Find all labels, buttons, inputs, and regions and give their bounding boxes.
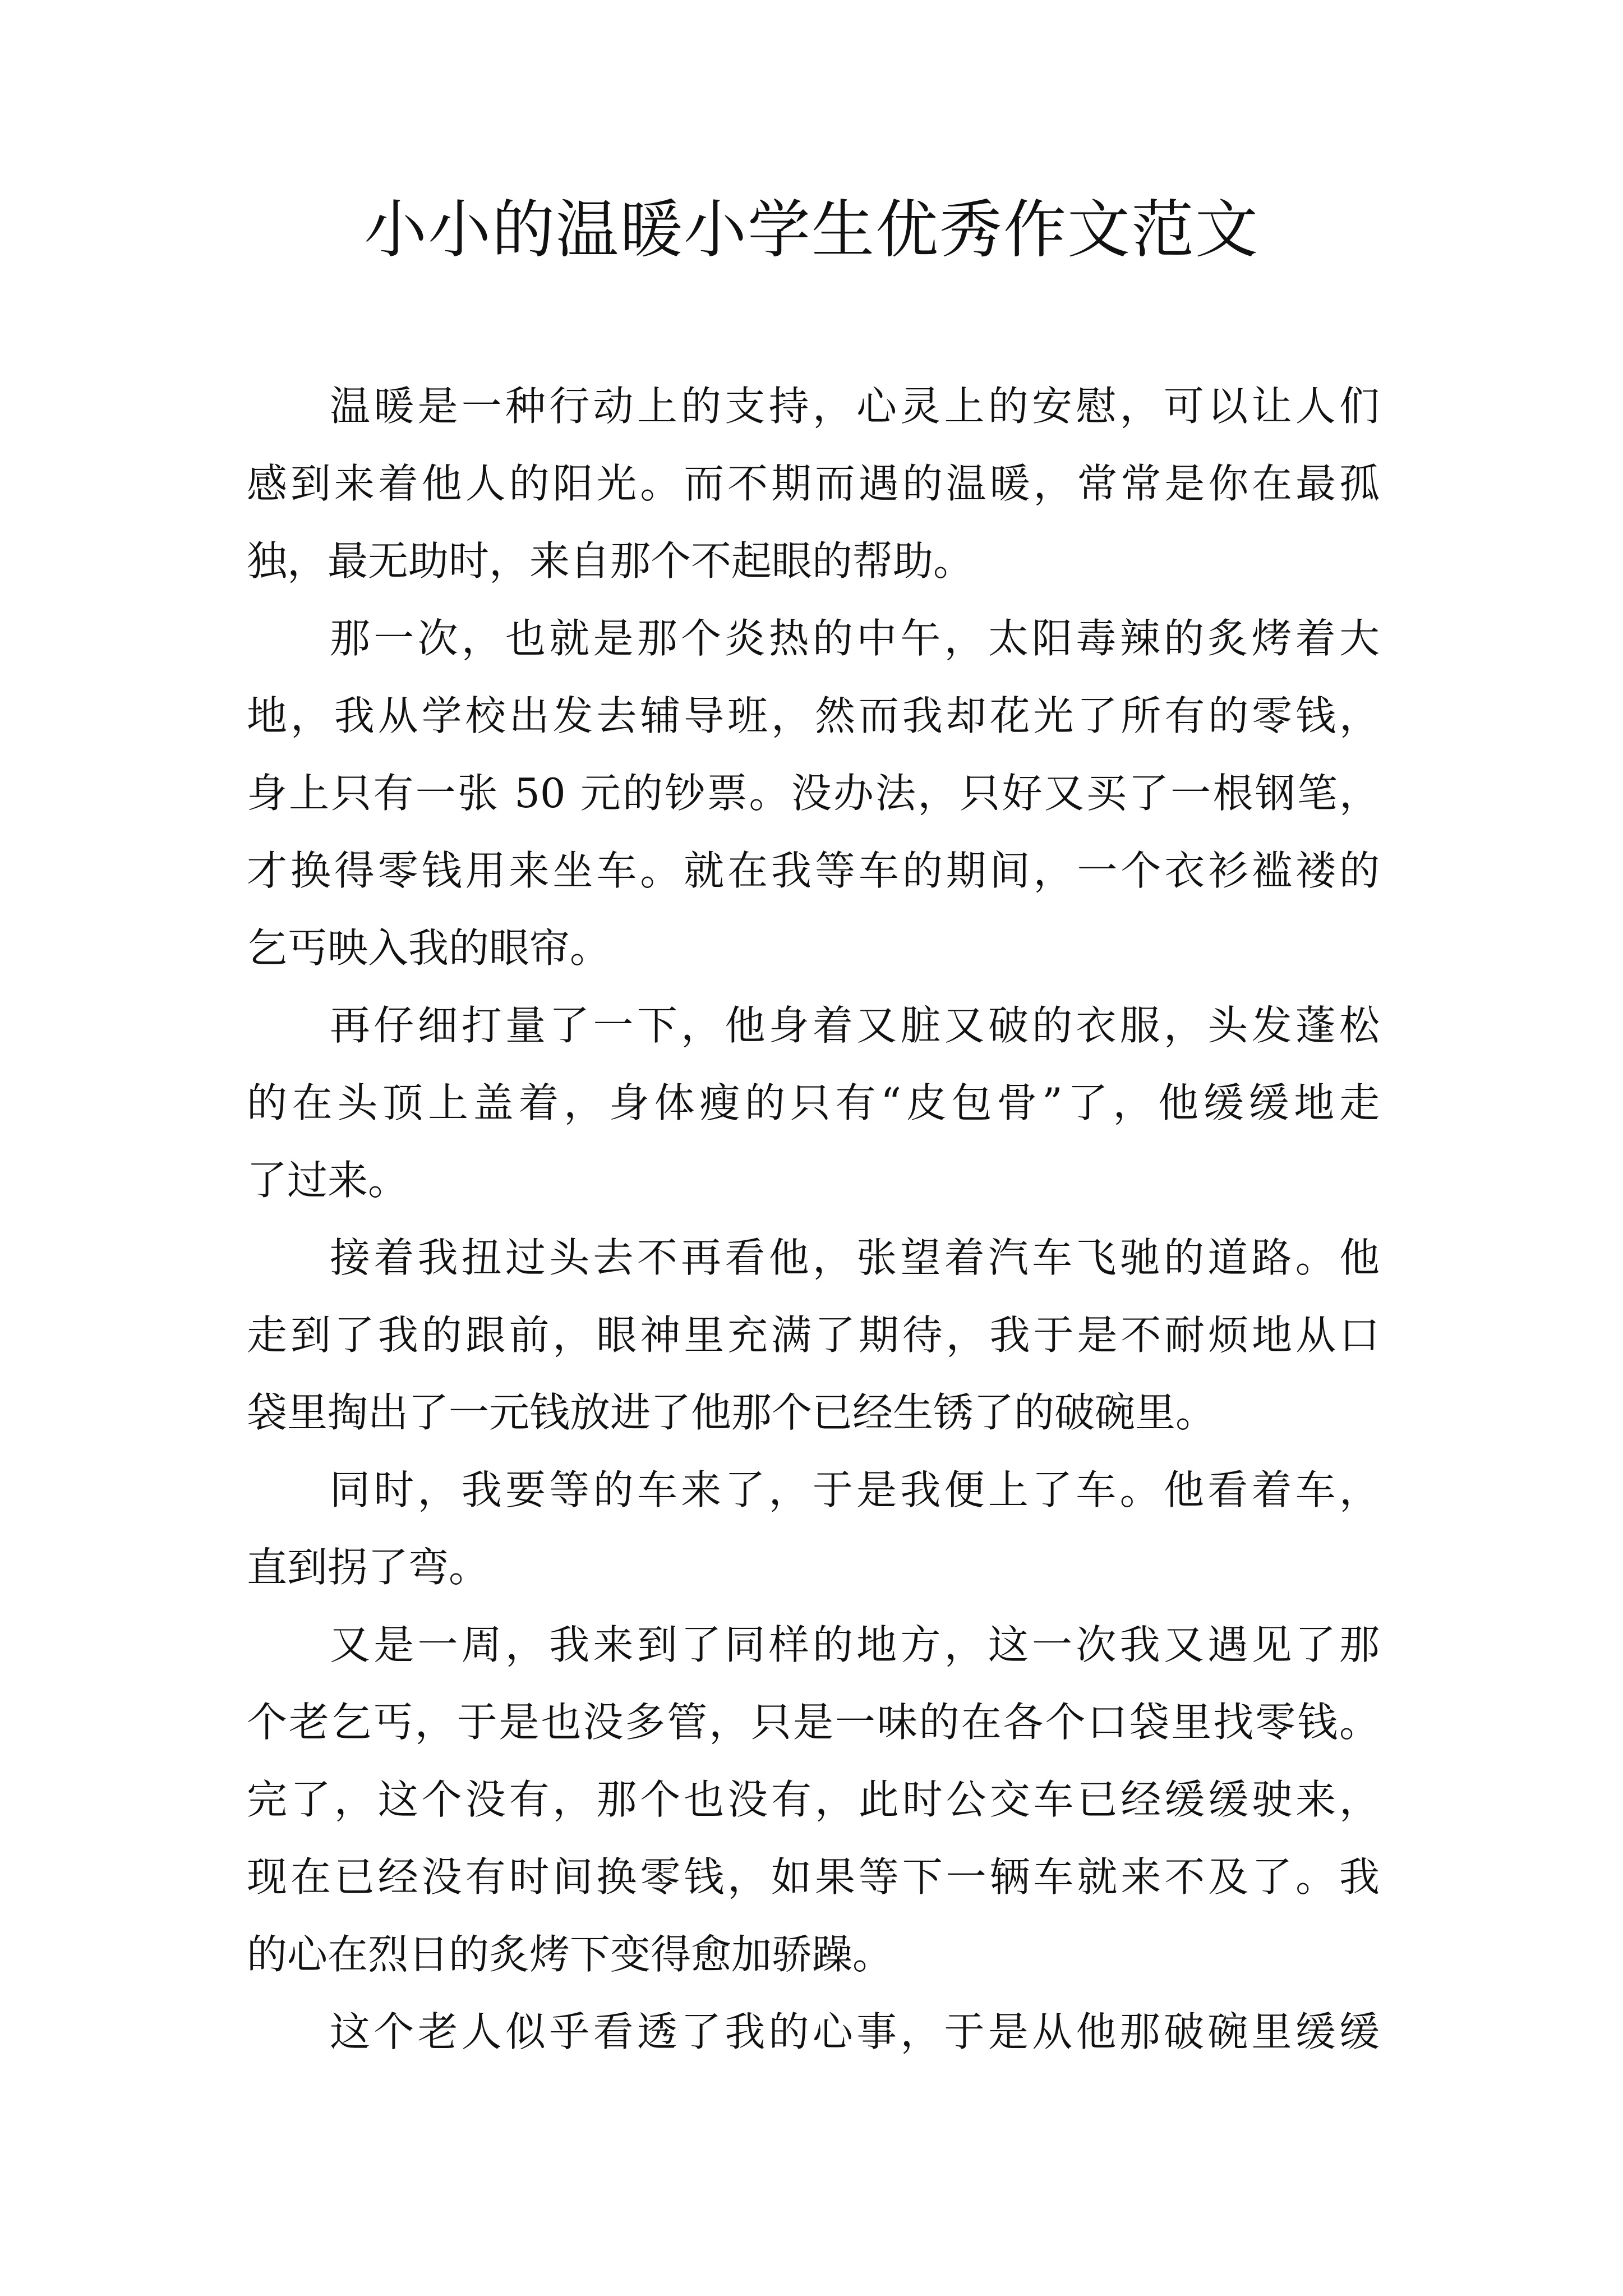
text-line: 直到拐了弯。 [247, 1544, 490, 1591]
text-line: 乞丐映入我的眼帘。 [247, 924, 611, 972]
document-body [247, 367, 1380, 2070]
text-line: 身上只有一张 50 元的钞票。没办法，只好又买了一根钢笔， [247, 770, 1380, 817]
text-line: 接着我扭过头去不再看他，张望着汽车飞驰的道路。他 [330, 1234, 1380, 1281]
paragraph [247, 1993, 1380, 2070]
text-line: 感到来着他人的阳光。而不期而遇的温暖，常常是你在最孤 [247, 460, 1380, 507]
text-line: 现在已经没有时间换零钱，如果等下一辆车就来不及了。我 [247, 1853, 1380, 1901]
text-line: 完了，这个没有，那个也没有，此时公交车已经缓缓驶来， [247, 1776, 1380, 1823]
text-line: 又是一周，我来到了同样的地方，这一次我又遇见了那 [330, 1621, 1380, 1668]
text-line: 了过来。 [247, 1157, 409, 1204]
text-line: 才换得零钱用来坐车。就在我等车的期间，一个衣衫褴褛的 [247, 847, 1380, 894]
text-line: 这个老人似乎看透了我的心事，于是从他那破碗里缓缓 [330, 2008, 1380, 2055]
text-line: 同时，我要等的车来了，于是我便上了车。他看着车， [330, 1466, 1380, 1513]
text-line: 地，我从学校出发去辅导班，然而我却花光了所有的零钱， [247, 692, 1380, 739]
text-line: 的在头顶上盖着，身体瘦的只有“皮包骨”了，他缓缓地走 [247, 1079, 1380, 1126]
paragraph [247, 987, 1380, 1219]
text-line: 那一次，也就是那个炎热的中午，太阳毒辣的炙烤着大 [330, 615, 1380, 662]
paragraph [247, 367, 1380, 600]
text-line: 个老乞丐，于是也没多管，只是一味的在各个口袋里找零钱。 [247, 1699, 1380, 1746]
text-line: 再仔细打量了一下，他身着又脏又破的衣服，头发蓬松 [330, 1002, 1380, 1049]
text-line: 温暖是一种行动上的支持，心灵上的安慰，可以让人们 [330, 383, 1380, 430]
document-title: 小小的温暖小学生优秀作文范文 [364, 194, 1259, 266]
paragraph [247, 1219, 1380, 1451]
text-line: 的心在烈日的炙烤下变得愈加骄躁。 [247, 1931, 893, 1978]
paragraph [247, 1451, 1380, 1606]
text-line: 走到了我的跟前，眼神里充满了期待，我于是不耐烦地从口 [247, 1312, 1380, 1359]
paragraph [247, 600, 1380, 987]
text-line: 独，最无助时，来自那个不起眼的帮助。 [247, 537, 974, 585]
paragraph [247, 1606, 1380, 1993]
text-line: 袋里掏出了一元钱放进了他那个已经生锈了的破碗里。 [247, 1389, 1216, 1436]
